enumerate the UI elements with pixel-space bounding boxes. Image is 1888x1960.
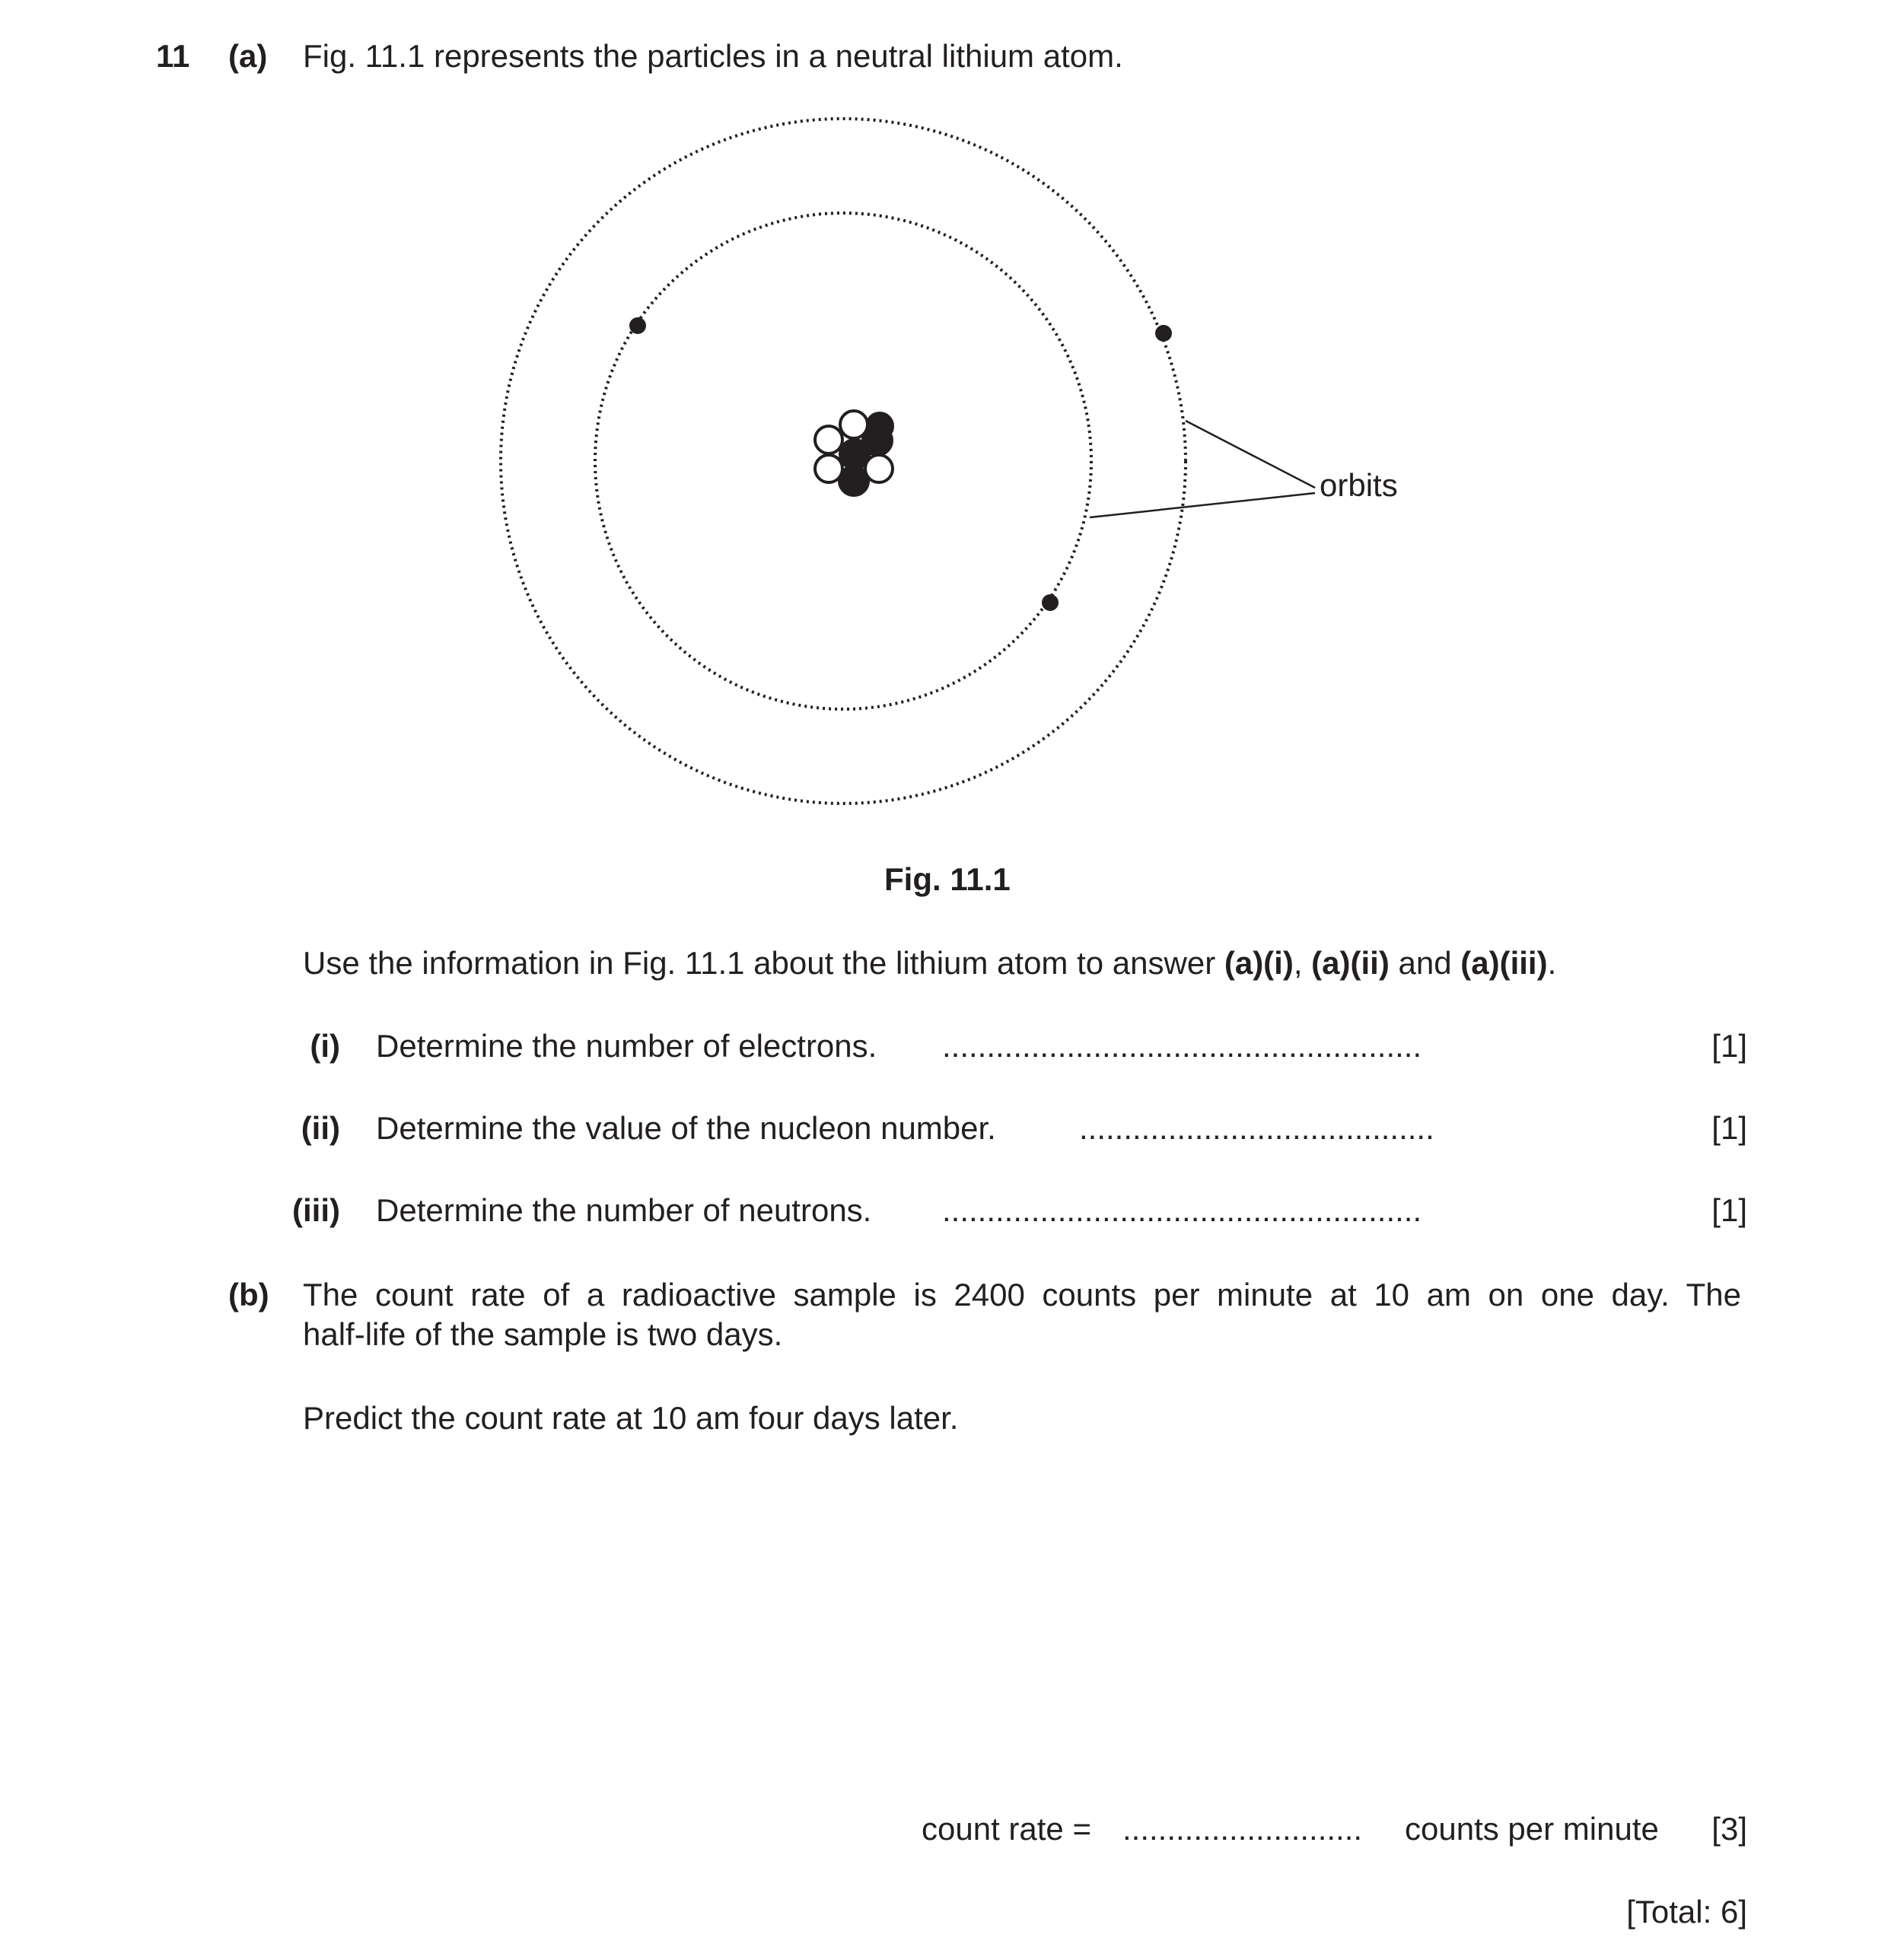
marks-b: [3] <box>1711 1811 1747 1847</box>
electron <box>1042 594 1059 611</box>
subpart-label-iii: (iii) <box>292 1192 340 1228</box>
orbits-label: orbits <box>1320 467 1398 503</box>
instruction-text: Use the information in Fig. 11.1 about the lithium atom to answer <box>303 945 1224 981</box>
instruction-suffix: . <box>1547 945 1557 981</box>
part-a-label: (a) <box>228 38 268 74</box>
count-rate-unit: counts per minute <box>1405 1811 1659 1847</box>
count-rate-answer-line[interactable]: ........................... <box>1122 1811 1363 1847</box>
marks-iii: [1] <box>1711 1192 1747 1228</box>
answer-line-ii[interactable]: ........................................ <box>1079 1110 1434 1146</box>
total-marks: [Total: 6] <box>1626 1894 1747 1930</box>
ref-a-i: (a)(i) <box>1224 945 1294 981</box>
lithium-atom-diagram <box>0 0 1888 852</box>
ref-a-iii: (a)(iii) <box>1460 945 1548 981</box>
part-b-text-line2: half-life of the sample is two days. <box>303 1316 783 1352</box>
subpart-text-ii: Determine the value of the nucleon number. <box>376 1110 996 1146</box>
marks-ii: [1] <box>1711 1110 1747 1146</box>
instruction-line <box>303 943 1556 984</box>
answer-line-i[interactable]: ...................................................... <box>942 1028 1422 1064</box>
proton <box>815 455 842 482</box>
count-rate-label: count rate = <box>922 1811 1091 1847</box>
leader-line-outer <box>1186 421 1315 488</box>
subpart-text-iii: Determine the number of neutrons. <box>376 1192 872 1228</box>
instruction-sep: , <box>1293 945 1312 981</box>
subpart-label-i: (i) <box>310 1028 340 1064</box>
neutron <box>867 413 893 439</box>
leader-line-inner <box>1090 493 1315 517</box>
part-a-intro: Fig. 11.1 represents the particles in a neutral lithium atom. <box>303 38 1123 74</box>
part-b-label: (b) <box>228 1277 269 1312</box>
marks-i: [1] <box>1711 1028 1747 1064</box>
nucleus <box>815 411 893 495</box>
part-b-prompt: Predict the count rate at 10 am four days later. <box>303 1400 959 1436</box>
proton <box>865 455 893 482</box>
subpart-text-i: Determine the number of electrons. <box>376 1028 877 1064</box>
part-b-text-line1: The count rate of a radioactive sample is 2400 counts per minute at 10 am on one day. The <box>303 1277 1741 1312</box>
answer-line-iii[interactable]: ...................................................... <box>942 1192 1422 1228</box>
figure-caption: Fig. 11.1 <box>884 861 1011 897</box>
instruction-sep: and <box>1389 945 1461 981</box>
proton <box>815 426 842 453</box>
subpart-label-ii: (ii) <box>301 1110 340 1146</box>
electron <box>1155 325 1172 342</box>
electron <box>629 317 646 334</box>
proton <box>840 411 868 438</box>
ref-a-ii: (a)(ii) <box>1311 945 1390 981</box>
question-number: 11 <box>156 38 190 74</box>
